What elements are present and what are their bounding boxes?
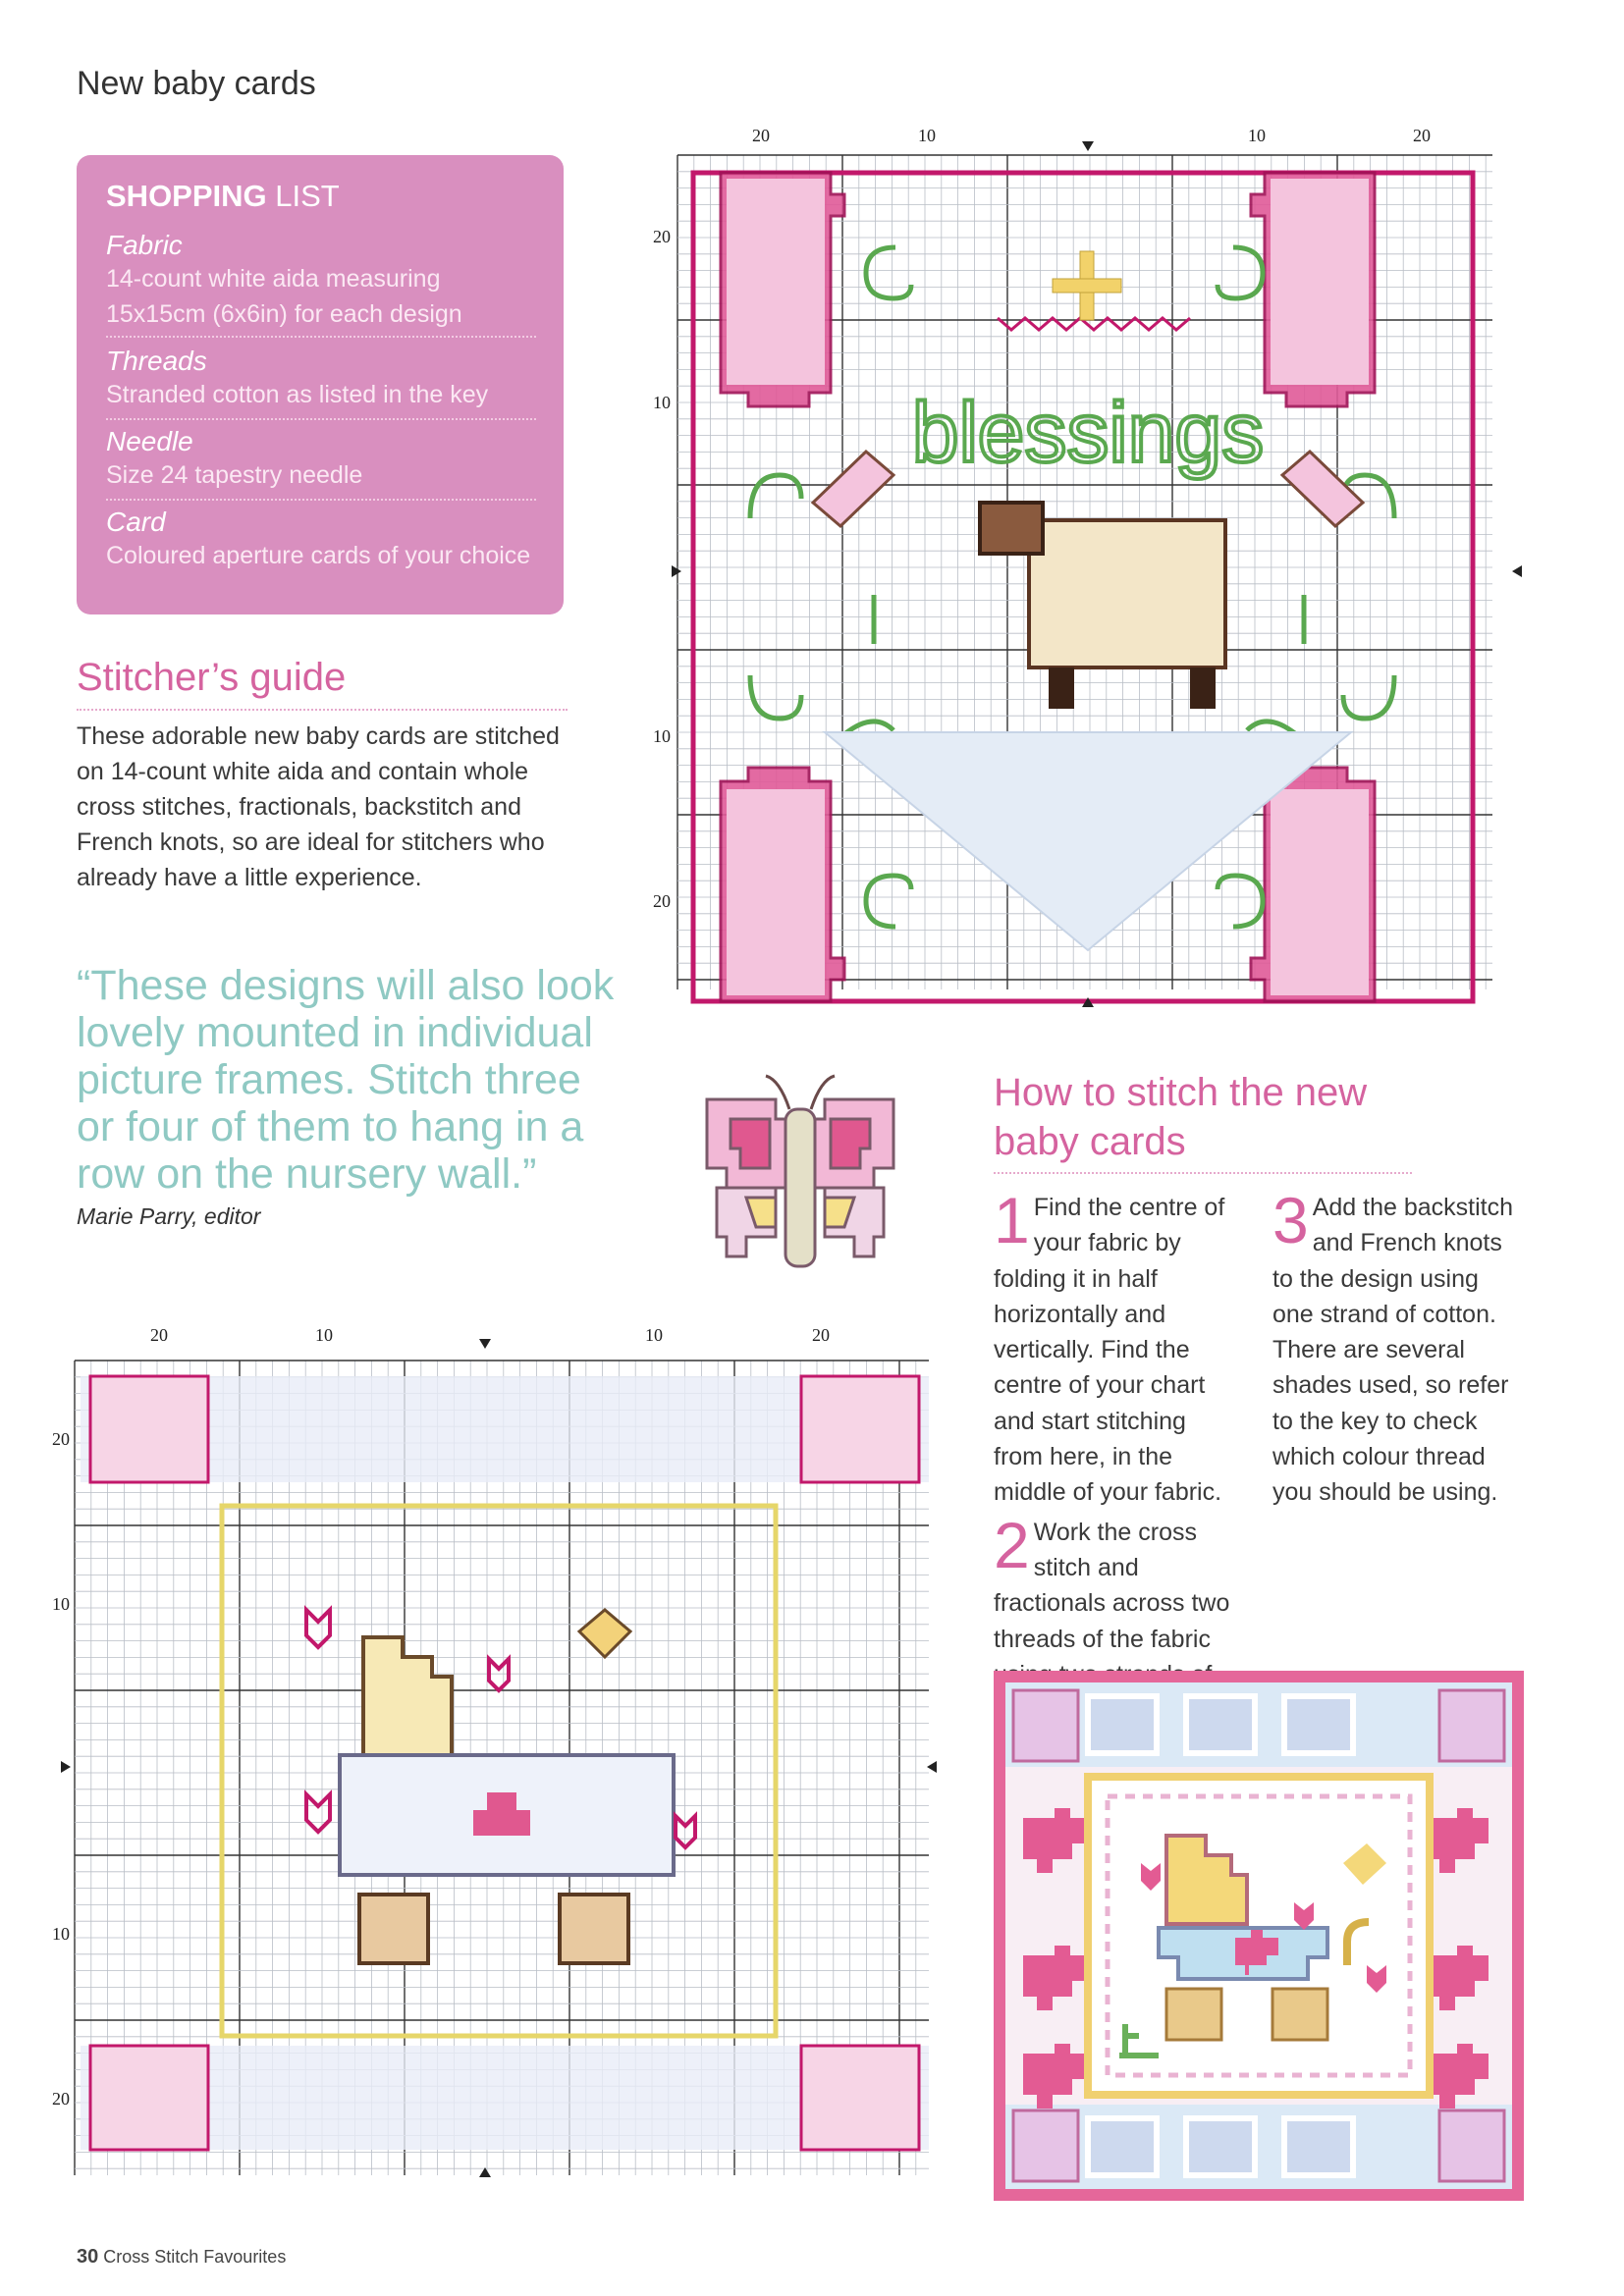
shopping-title-rest: LIST (266, 179, 340, 213)
tick-label: 10 (645, 1325, 663, 1345)
magazine-name: Cross Stitch Favourites (103, 2247, 287, 2267)
shopping-item-label: Card (106, 507, 166, 537)
tick-label: 10 (52, 1924, 70, 1944)
tick-label: 20 (52, 1429, 70, 1449)
shopping-item-fabric (106, 230, 538, 332)
corner-block (90, 2046, 208, 2150)
stitchers-guide-heading: Stitcher’s guide (77, 656, 347, 699)
step-text: Add the backstitch and French knots to the design using one strand of cotton. There are several shades used, so refer to the key to check which colour thread you should be using. (1272, 1194, 1514, 1507)
chart-word: blessings (911, 386, 1265, 480)
page-number: 30 (77, 2246, 99, 2268)
shopping-separator (106, 418, 536, 420)
blessings-chart (648, 126, 1532, 1019)
tick-label: 20 (1413, 126, 1431, 145)
how-to-column-right (1272, 1184, 1518, 1511)
page-footer (77, 2246, 286, 2269)
corner-block (801, 1376, 919, 1482)
pull-quote: “These designs will also look lovely mounted in individual picture frames. Stitch three or four of them to hang in a row on the nursery wall.” (77, 962, 615, 1198)
corner-block (90, 1376, 208, 1482)
corner-block (801, 2046, 919, 2150)
shopping-separator (106, 499, 536, 501)
tick-label: 10 (918, 126, 936, 145)
page-header-title: New baby cards (77, 65, 316, 102)
tick-label: 20 (653, 227, 671, 246)
finished-card-photo (994, 1671, 1524, 2201)
heading-divider (77, 709, 568, 711)
tick-label: 20 (653, 891, 671, 911)
shopping-item-desc: Size 24 tapestry needle (106, 461, 363, 489)
shopping-item-label: Fabric (106, 230, 183, 260)
chart-tick-labels-left (653, 227, 671, 911)
shopping-item-needle (106, 426, 538, 493)
pram-motif (340, 1637, 674, 1963)
how-to-column-left (994, 1184, 1241, 1728)
shopping-item-label: Threads (106, 346, 207, 376)
shopping-list-box (77, 155, 564, 614)
step-3 (1272, 1184, 1518, 1511)
stitchers-guide-body: These adorable new baby cards are stitched on 14-count white aida and contain whole cross stitches, fractionals, backstitch and French knots, so are ideal for stitchers who already have a little experience. (77, 722, 560, 891)
pram-chart (29, 1315, 947, 2209)
tick-label: 20 (150, 1325, 168, 1345)
tick-label: 10 (1248, 126, 1266, 145)
shopping-separator (106, 336, 536, 338)
step-number: 3 (1272, 1184, 1309, 1256)
heading-divider (994, 1172, 1412, 1174)
step-number: 2 (994, 1508, 1030, 1581)
small-butterfly (579, 1610, 630, 1657)
how-to-heading: How to stitch the new baby cards (994, 1071, 1368, 1163)
shopping-item-desc: 14-count white aida measuring 15x15cm (6x6in) for each design (106, 265, 462, 328)
tick-label: 20 (812, 1325, 830, 1345)
tick-label: 20 (752, 126, 770, 145)
shopping-item-threads (106, 346, 538, 412)
tick-label: 10 (52, 1594, 70, 1614)
shopping-list-title (106, 179, 340, 214)
butterfly-icon (687, 1070, 913, 1286)
step-text: Find the centre of your fabric by folding it in half horizontally and vertically. Find the centre of your chart and start stitching from here, in the middle of your fabric. (994, 1194, 1225, 1507)
shopping-title-bold: SHOPPING (106, 179, 267, 213)
tick-label: 10 (315, 1325, 333, 1345)
tick-label: 10 (653, 726, 671, 746)
step-1 (994, 1184, 1241, 1511)
shopping-item-label: Needle (106, 426, 193, 456)
star-icon (1053, 251, 1121, 320)
tick-label: 10 (653, 393, 671, 412)
shopping-item-desc: Stranded cotton as listed in the key (106, 381, 489, 408)
pull-quote-attribution: Marie Parry, editor (77, 1203, 261, 1229)
tick-label: 20 (52, 2089, 70, 2109)
chart-tick-labels-top (150, 1325, 830, 1345)
step-number: 1 (994, 1184, 1030, 1256)
chart-artwork (693, 173, 1473, 1001)
step-text: Work the cross stitch and fractionals across two threads of the fabric (994, 1518, 1230, 1653)
shopping-item-card (106, 507, 538, 573)
shopping-item-desc: Coloured aperture cards of your choice (106, 542, 531, 569)
